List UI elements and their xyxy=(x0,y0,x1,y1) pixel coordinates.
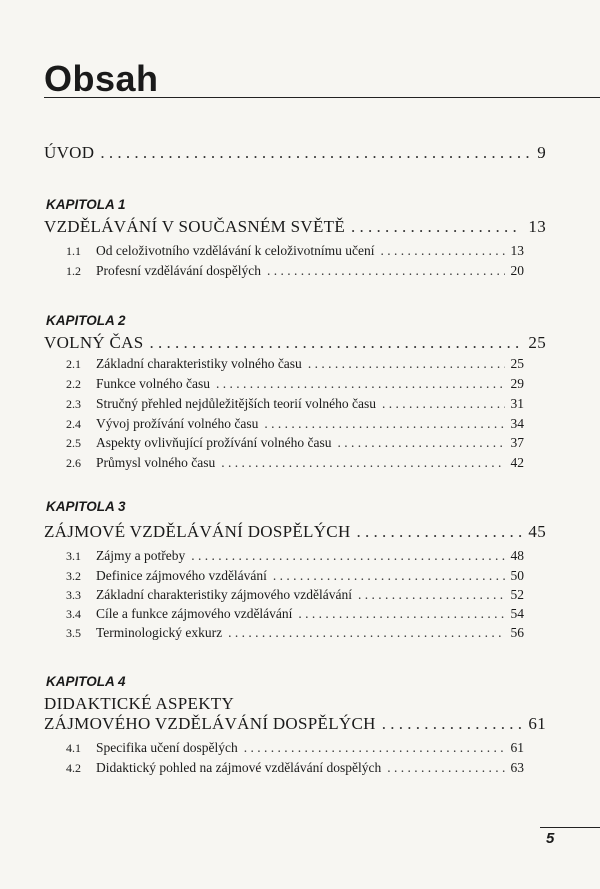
leader-dots xyxy=(244,740,505,756)
toc-page-number: 13 xyxy=(528,217,546,236)
toc-page-number: 54 xyxy=(510,606,524,621)
toc-section[interactable] xyxy=(66,396,524,412)
toc-entry-label: ÚVOD xyxy=(44,143,95,162)
toc-chapter-title: VZDĚLÁVÁNÍ V SOUČASNÉM SVĚTĚ xyxy=(44,217,346,236)
section-number: 2.1 xyxy=(66,357,81,371)
leader-dots xyxy=(298,606,504,622)
leader-dots xyxy=(387,760,504,776)
leader-dots xyxy=(267,263,505,279)
toc-chapter-4[interactable] xyxy=(44,714,546,734)
toc-page-number: 50 xyxy=(510,568,524,583)
leader-dots xyxy=(191,548,504,564)
section-title: Průmysl volného času xyxy=(96,455,216,470)
section-title: Stručný přehled nejdůležitějších teorií volného času xyxy=(96,396,377,411)
section-number: 2.4 xyxy=(66,417,81,431)
leader-dots xyxy=(150,333,523,353)
toc-page-number: 25 xyxy=(528,333,546,352)
section-title: Aspekty ovlivňující prožívání volného času xyxy=(96,435,332,450)
section-title: Základní charakteristiky volného času xyxy=(96,356,302,371)
toc-page-number: 48 xyxy=(510,548,524,563)
toc-section[interactable] xyxy=(66,740,524,756)
section-number: 3.2 xyxy=(66,569,81,583)
toc-page-number: 61 xyxy=(510,740,524,755)
leader-dots xyxy=(357,522,523,542)
toc-entry-intro[interactable] xyxy=(44,143,546,163)
footer-rule xyxy=(540,827,600,828)
toc-page-number: 20 xyxy=(510,263,524,278)
toc-chapter-title: ZÁJMOVÉHO VZDĚLÁVÁNÍ DOSPĚLÝCH xyxy=(44,714,376,733)
leader-dots xyxy=(273,568,505,584)
leader-dots xyxy=(228,625,504,641)
section-title: Od celoživotního vzdělávání k celoživotnímu učení xyxy=(96,243,375,258)
toc-section[interactable] xyxy=(66,243,524,259)
leader-dots xyxy=(337,435,504,451)
page-title: Obsah xyxy=(44,58,159,99)
section-number: 4.2 xyxy=(66,761,81,775)
section-number: 2.3 xyxy=(66,397,81,411)
chapter-label-4: KAPITOLA 4 xyxy=(46,674,126,689)
toc-section[interactable] xyxy=(66,356,524,372)
chapter-label-1: KAPITOLA 1 xyxy=(46,197,126,212)
toc-section[interactable] xyxy=(66,587,524,603)
toc-page-number: 9 xyxy=(537,143,546,162)
page-number: 5 xyxy=(546,830,555,847)
title-rule xyxy=(44,97,600,98)
leader-dots xyxy=(351,217,522,237)
toc-section[interactable] xyxy=(66,568,524,584)
toc-section[interactable] xyxy=(66,548,524,564)
toc-section[interactable] xyxy=(66,435,524,451)
toc-section[interactable] xyxy=(66,455,524,471)
chapter-label-2: KAPITOLA 2 xyxy=(46,313,126,328)
toc-chapter-title: VOLNÝ ČAS xyxy=(44,333,144,352)
toc-page-number: 42 xyxy=(510,455,524,470)
section-number: 3.5 xyxy=(66,626,81,640)
toc-section[interactable] xyxy=(66,263,524,279)
section-title: Základní charakteristiky zájmového vzdělávání xyxy=(96,587,353,602)
toc-page-number: 34 xyxy=(510,416,524,431)
section-title: Didaktický pohled na zájmové vzdělávání dospělých xyxy=(96,760,382,775)
toc-chapter-title-line1: DIDAKTICKÉ ASPEKTY xyxy=(44,694,235,713)
toc-page-number: 37 xyxy=(510,435,524,450)
section-title: Definice zájmového vzdělávání xyxy=(96,568,267,583)
section-number: 3.3 xyxy=(66,588,81,602)
toc-page-number: 63 xyxy=(510,760,524,775)
leader-dots xyxy=(100,143,531,163)
section-number: 1.1 xyxy=(66,244,81,258)
section-title: Funkce volného času xyxy=(96,376,210,391)
toc-page-number: 61 xyxy=(528,714,546,733)
leader-dots xyxy=(221,455,504,471)
toc-chapter-title: ZÁJMOVÉ VZDĚLÁVÁNÍ DOSPĚLÝCH xyxy=(44,522,351,541)
leader-dots xyxy=(358,587,504,603)
leader-dots xyxy=(382,714,523,734)
section-number: 2.2 xyxy=(66,377,81,391)
section-title: Zájmy a potřeby xyxy=(96,548,186,563)
leader-dots xyxy=(382,396,504,412)
toc-page-number: 56 xyxy=(510,625,524,640)
toc-page-number: 13 xyxy=(510,243,524,258)
leader-dots xyxy=(308,356,505,372)
chapter-label-3: KAPITOLA 3 xyxy=(46,499,126,514)
toc-chapter-3[interactable] xyxy=(44,522,546,542)
section-title: Terminologický exkurz xyxy=(96,625,223,640)
section-number: 2.5 xyxy=(66,436,81,450)
toc-section[interactable] xyxy=(66,760,524,776)
section-title: Specifika učení dospělých xyxy=(96,740,238,755)
leader-dots xyxy=(216,376,505,392)
section-title: Cíle a funkce zájmového vzdělávání xyxy=(96,606,293,621)
toc-section[interactable] xyxy=(66,606,524,622)
toc-page-number: 52 xyxy=(510,587,524,602)
toc-page-number: 45 xyxy=(528,522,546,541)
section-number: 3.1 xyxy=(66,549,81,563)
section-title: Vývoj prožívání volného času xyxy=(96,416,259,431)
toc-page-number: 29 xyxy=(510,376,524,391)
leader-dots xyxy=(381,243,505,259)
toc-section[interactable] xyxy=(66,376,524,392)
section-number: 4.1 xyxy=(66,741,81,755)
toc-page-number: 25 xyxy=(510,356,524,371)
toc-chapter-1[interactable] xyxy=(44,217,546,237)
section-title: Profesní vzdělávání dospělých xyxy=(96,263,261,278)
toc-chapter-2[interactable] xyxy=(44,333,546,353)
section-number: 1.2 xyxy=(66,264,81,278)
toc-page-number: 31 xyxy=(510,396,524,411)
toc-section[interactable] xyxy=(66,416,524,432)
section-number: 3.4 xyxy=(66,607,81,621)
toc-section[interactable] xyxy=(66,625,524,641)
leader-dots xyxy=(264,416,504,432)
section-number: 2.6 xyxy=(66,456,81,470)
